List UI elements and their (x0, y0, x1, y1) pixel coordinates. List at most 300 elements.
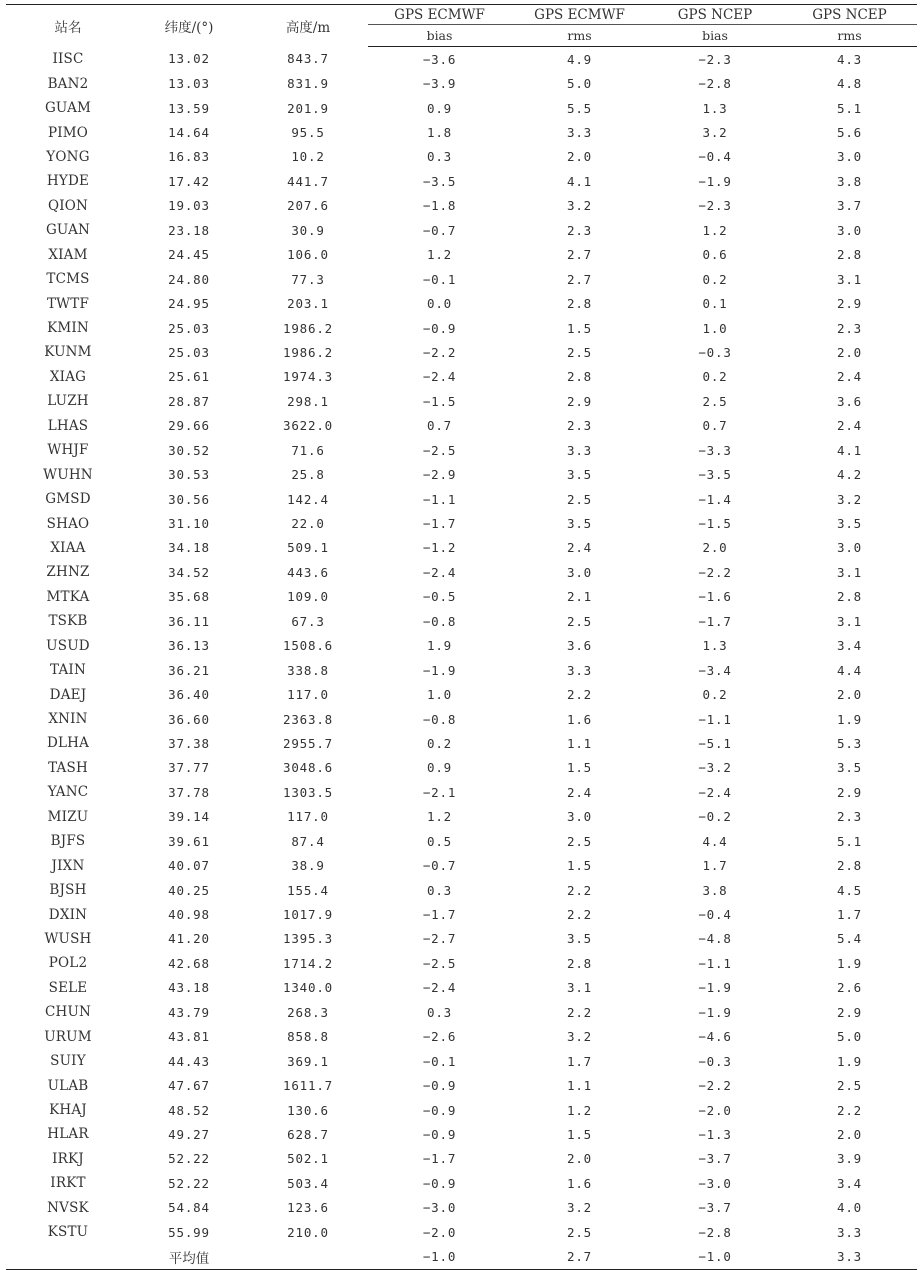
cell-station: QION (47, 197, 89, 214)
cell-height: 207.6 (287, 198, 329, 214)
table-row (6, 145, 917, 169)
cell-ecmwf-rms: 1.5 (567, 760, 592, 776)
cell-ecmwf-bias: −0.8 (422, 613, 457, 629)
cell-height: 843.7 (287, 51, 329, 67)
cell-ecmwf-rms: 5.5 (567, 100, 592, 116)
cell-station: TCMS (46, 271, 90, 288)
cell-ecmwf-bias: −1.8 (422, 198, 457, 214)
cell-ncep-bias: 1.3 (702, 100, 728, 116)
cell-ecmwf-rms: 3.5 (567, 931, 592, 947)
cell-latitude: 34.18 (168, 540, 210, 556)
cell-ncep-bias: −3.3 (698, 442, 732, 458)
cell-height: 509.1 (287, 540, 329, 556)
cell-height: 77.3 (291, 271, 325, 287)
cell-ncep-bias: −5.1 (698, 735, 732, 751)
cell-ecmwf-rms: 3.6 (567, 638, 592, 654)
cell-ncep-bias: −2.2 (698, 1078, 732, 1094)
cell-ecmwf-rms: 2.8 (567, 369, 592, 385)
cell-ncep-rms: 5.1 (837, 100, 862, 116)
table-row (6, 1049, 917, 1073)
table-row (6, 120, 917, 144)
table-row (6, 169, 917, 193)
cell-station: XIAA (50, 539, 86, 556)
cell-ecmwf-bias: 1.8 (427, 125, 452, 141)
cell-station: CHUN (44, 1004, 92, 1021)
cell-latitude: 40.07 (168, 858, 210, 874)
cell-ecmwf-rms: 1.5 (567, 858, 592, 874)
cell-ncep-rms: 3.1 (837, 613, 862, 629)
cell-ncep-rms: 3.3 (782, 1244, 917, 1269)
header-sub-ecmwf-rms: rms (511, 25, 648, 47)
cell-height: 2955.7 (283, 735, 333, 751)
cell-height: 369.1 (287, 1053, 329, 1069)
cell-ncep-rms: 3.5 (837, 516, 862, 532)
cell-height: 1017.9 (283, 907, 333, 923)
table-row (6, 560, 917, 584)
cell-ecmwf-bias: 1.2 (427, 809, 452, 825)
cell-latitude: 39.61 (168, 833, 210, 849)
cell-ecmwf-bias: −3.9 (422, 76, 457, 92)
cell-height: 87.4 (291, 833, 325, 849)
cell-height: 95.5 (291, 125, 325, 141)
cell-latitude: 16.83 (168, 149, 210, 165)
cell-latitude: 30.53 (168, 467, 210, 483)
cell-ecmwf-bias: −2.4 (422, 369, 457, 385)
cell-ncep-rms: 1.7 (837, 907, 862, 923)
cell-height: 117.0 (287, 687, 329, 703)
cell-station: WHJF (47, 442, 89, 459)
cell-height: 1974.3 (283, 369, 333, 385)
cell-ncep-bias: −1.9 (698, 980, 732, 996)
cell-ncep-rms: 5.4 (837, 931, 862, 947)
cell-height: 1508.6 (283, 638, 333, 654)
cell-station: GUAN (45, 222, 91, 239)
cell-height: 1395.3 (283, 931, 333, 947)
cell-ecmwf-bias: −2.4 (422, 980, 457, 996)
table-row (6, 1098, 917, 1122)
cell-latitude: 24.45 (168, 247, 210, 263)
cell-ncep-bias: 1.3 (702, 638, 728, 654)
cell-ncep-rms: 1.9 (837, 1053, 862, 1069)
table-row (6, 1073, 917, 1097)
cell-ecmwf-bias: −1.7 (422, 516, 457, 532)
cell-height: 210.0 (287, 1224, 329, 1240)
table-row (6, 218, 917, 242)
cell-ncep-rms: 2.0 (837, 1126, 862, 1142)
cell-ncep-bias: 0.2 (702, 687, 728, 703)
cell-ecmwf-rms: 2.7 (567, 271, 592, 287)
cell-ecmwf-bias: −2.5 (422, 442, 457, 458)
cell-station: ZHNZ (46, 564, 90, 581)
cell-station: MIZU (47, 808, 89, 825)
cell-station: LUZH (47, 393, 89, 410)
cell-ncep-rms: 2.8 (837, 589, 862, 605)
cell-ecmwf-rms: 1.1 (567, 735, 592, 751)
cell-height: 268.3 (287, 1004, 329, 1020)
cell-station: MTKA (46, 588, 90, 605)
table-row (6, 756, 917, 780)
cell-ecmwf-bias: −0.9 (422, 1126, 457, 1142)
cell-station: KSTU (47, 1224, 89, 1241)
table-row (6, 634, 917, 658)
cell-ecmwf-bias: −0.9 (422, 1078, 457, 1094)
cell-latitude: 29.66 (168, 418, 210, 434)
cell-ecmwf-rms: 2.8 (567, 955, 592, 971)
cell-ncep-rms: 2.0 (837, 344, 862, 360)
cell-ecmwf-bias: 0.3 (427, 1004, 452, 1020)
header-sub-ecmwf-bias: bias (368, 25, 511, 47)
table-row (6, 780, 917, 804)
cell-ecmwf-rms: 2.3 (567, 222, 592, 238)
cell-ecmwf-bias: −0.9 (422, 1175, 457, 1191)
cell-station: TWTF (46, 295, 90, 312)
cell-ncep-bias: −2.2 (698, 564, 732, 580)
cell-latitude: 24.80 (168, 271, 210, 287)
table-row (6, 658, 917, 682)
cell-ncep-bias: 0.7 (702, 418, 728, 434)
cell-ncep-bias: 2.0 (702, 540, 728, 556)
cell-ncep-rms: 3.6 (837, 393, 862, 409)
cell-height: 1986.2 (283, 344, 333, 360)
table-row (6, 682, 917, 706)
cell-ecmwf-bias: 0.9 (427, 100, 452, 116)
cell-ncep-bias: −0.4 (698, 149, 732, 165)
cell-station: HLAR (47, 1126, 89, 1143)
cell-height: 628.7 (287, 1126, 329, 1142)
cell-ecmwf-rms: 1.6 (567, 1175, 592, 1191)
cell-ncep-rms: 2.9 (837, 1004, 862, 1020)
cell-ecmwf-rms: 4.1 (567, 173, 592, 189)
cell-ecmwf-bias: 1.0 (427, 687, 452, 703)
cell-ncep-rms: 4.5 (837, 882, 862, 898)
cell-latitude: 36.13 (168, 638, 210, 654)
cell-height: 3622.0 (283, 418, 333, 434)
cell-ncep-rms: 1.9 (837, 711, 862, 727)
cell-height: 117.0 (287, 809, 329, 825)
cell-ncep-bias: 3.8 (702, 882, 728, 898)
header-sub-ncep-bias: bias (648, 25, 782, 47)
cell-ecmwf-bias: −2.2 (422, 344, 457, 360)
table-row (6, 1000, 917, 1024)
cell-height: 38.9 (291, 858, 325, 874)
cell-latitude: 52.22 (168, 1151, 210, 1167)
cell-station: SHAO (46, 515, 90, 532)
cell-ncep-rms: 2.5 (837, 1078, 862, 1094)
cell-ncep-rms: 4.0 (837, 1200, 862, 1216)
cell-ecmwf-bias: −1.7 (422, 1151, 457, 1167)
cell-station: DLHA (46, 735, 90, 752)
cell-height: 130.6 (287, 1102, 329, 1118)
cell-station: YONG (46, 148, 90, 165)
cell-height: 1340.0 (283, 980, 333, 996)
table-row (6, 243, 917, 267)
cell-height: 10.2 (291, 149, 325, 165)
cell-ncep-bias: −2.3 (698, 198, 732, 214)
cell-ecmwf-rms: 2.5 (567, 613, 592, 629)
cell-ncep-rms: 3.8 (837, 173, 862, 189)
cell-latitude: 55.99 (168, 1224, 210, 1240)
cell-ecmwf-bias: −0.5 (422, 589, 457, 605)
cell-ncep-bias: 0.2 (702, 369, 728, 385)
table-row (6, 1171, 917, 1195)
cell-ecmwf-bias: −2.7 (422, 931, 457, 947)
cell-ecmwf-bias: 0.0 (427, 296, 452, 312)
cell-ncep-rms: 3.1 (837, 564, 862, 580)
cell-station: URUM (44, 1028, 92, 1045)
cell-ecmwf-bias: −2.1 (422, 784, 457, 800)
cell-ecmwf-bias: −1.0 (368, 1244, 511, 1269)
table-row (6, 976, 917, 1000)
cell-ncep-bias: −3.7 (698, 1200, 732, 1216)
cell-ecmwf-bias: 1.2 (427, 247, 452, 263)
cell-ecmwf-rms: 1.7 (567, 1053, 592, 1069)
cell-ecmwf-rms: 3.2 (567, 1029, 592, 1045)
cell-ncep-bias: −2.3 (698, 51, 732, 67)
cell-ncep-bias: −1.9 (698, 173, 732, 189)
cell-ecmwf-rms: 4.9 (567, 51, 592, 67)
table-row (6, 1147, 917, 1171)
table-row (6, 1122, 917, 1146)
header-sub-ncep-rms: rms (782, 25, 917, 47)
cell-ncep-rms: 4.8 (837, 76, 862, 92)
cell-ecmwf-bias: −3.5 (422, 173, 457, 189)
header-height: 高度/m (248, 5, 368, 47)
cell-latitude: 42.68 (168, 955, 210, 971)
cell-ncep-rms: 2.0 (837, 687, 862, 703)
table-row (6, 707, 917, 731)
cell-height: 298.1 (287, 393, 329, 409)
cell-ncep-bias: −3.7 (698, 1151, 732, 1167)
header-station: 站名 (6, 5, 130, 47)
cell-ncep-rms: 2.9 (837, 296, 862, 312)
table-row (6, 609, 917, 633)
cell-latitude: 31.10 (168, 516, 210, 532)
cell-latitude: 35.68 (168, 589, 210, 605)
cell-station: GMSD (45, 491, 91, 508)
cell-ecmwf-rms: 3.2 (567, 198, 592, 214)
cell-ncep-rms: 2.6 (837, 980, 862, 996)
cell-ncep-bias: −1.0 (648, 1244, 782, 1269)
station-comparison-table (6, 4, 917, 1270)
cell-ecmwf-rms: 1.5 (567, 1126, 592, 1142)
cell-station: GUAM (44, 100, 92, 117)
cell-latitude: 13.03 (168, 76, 210, 92)
cell-height (248, 1244, 368, 1269)
cell-ecmwf-rms: 2.9 (567, 393, 592, 409)
cell-ncep-rms: 4.3 (837, 51, 862, 67)
cell-ncep-bias: 2.5 (702, 393, 728, 409)
cell-ncep-bias: −3.0 (698, 1175, 732, 1191)
cell-latitude: 平均值 (130, 1244, 248, 1269)
cell-height: 502.1 (287, 1151, 329, 1167)
cell-latitude: 43.18 (168, 980, 210, 996)
cell-latitude: 40.25 (168, 882, 210, 898)
cell-ecmwf-rms: 2.3 (567, 418, 592, 434)
table-row (6, 878, 917, 902)
cell-ecmwf-rms: 3.3 (567, 442, 592, 458)
table-row (6, 1220, 917, 1244)
table-row (6, 96, 917, 120)
cell-ecmwf-rms: 2.2 (567, 1004, 592, 1020)
cell-height: 443.6 (287, 564, 329, 580)
table-row (6, 951, 917, 975)
cell-ecmwf-bias: 1.9 (427, 638, 452, 654)
cell-ecmwf-rms: 2.2 (567, 907, 592, 923)
cell-station: XIAM (48, 246, 88, 263)
cell-ncep-bias: −0.3 (698, 344, 732, 360)
cell-ecmwf-bias: 0.7 (427, 418, 452, 434)
cell-station: USUD (46, 637, 90, 654)
cell-latitude: 30.52 (168, 442, 210, 458)
cell-ncep-bias: −0.3 (698, 1053, 732, 1069)
cell-ncep-bias: −2.4 (698, 784, 732, 800)
cell-ncep-rms: 3.7 (837, 198, 862, 214)
cell-ncep-bias: −1.7 (698, 613, 732, 629)
cell-ncep-rms: 2.9 (837, 784, 862, 800)
cell-ecmwf-bias: −1.7 (422, 907, 457, 923)
cell-ecmwf-bias: 0.2 (427, 735, 452, 751)
cell-height: 30.9 (291, 222, 325, 238)
cell-ncep-bias: −1.6 (698, 589, 732, 605)
cell-ecmwf-bias: 0.3 (427, 149, 452, 165)
cell-ncep-rms: 3.4 (837, 638, 862, 654)
cell-station: IRKJ (52, 1150, 84, 1167)
header-latitude: 纬度/(°) (130, 5, 248, 47)
cell-latitude: 19.03 (168, 198, 210, 214)
cell-ecmwf-bias: −1.2 (422, 540, 457, 556)
cell-latitude: 36.11 (168, 613, 210, 629)
cell-ecmwf-bias: −3.6 (422, 51, 457, 67)
cell-ncep-rms: 4.2 (837, 467, 862, 483)
cell-station: TSKB (48, 613, 88, 630)
header-group-ncep-rms: GPS NCEP (782, 5, 917, 25)
cell-ecmwf-bias: −0.1 (422, 271, 457, 287)
cell-height: 22.0 (291, 516, 325, 532)
cell-ecmwf-rms: 3.5 (567, 516, 592, 532)
cell-height: 1714.2 (283, 955, 333, 971)
cell-ncep-rms: 3.1 (837, 271, 862, 287)
cell-ncep-rms: 3.0 (837, 540, 862, 556)
cell-ecmwf-rms: 1.5 (567, 320, 592, 336)
cell-ncep-rms: 3.5 (837, 760, 862, 776)
cell-height: 109.0 (287, 589, 329, 605)
cell-station: JIXN (51, 857, 85, 874)
cell-latitude: 36.21 (168, 662, 210, 678)
cell-latitude: 13.02 (168, 51, 210, 67)
cell-station: XIAG (49, 368, 87, 385)
table-row (6, 267, 917, 291)
cell-latitude: 34.52 (168, 564, 210, 580)
cell-ecmwf-bias: −2.0 (422, 1224, 457, 1240)
cell-height: 67.3 (291, 613, 325, 629)
cell-ecmwf-rms: 2.7 (567, 247, 592, 263)
table-row (6, 365, 917, 389)
cell-ecmwf-rms: 3.3 (567, 662, 592, 678)
table-row (6, 902, 917, 926)
cell-latitude: 24.95 (168, 296, 210, 312)
table-row (6, 1025, 917, 1049)
header-group-ecmwf-rms: GPS ECMWF (511, 5, 648, 25)
cell-ecmwf-rms: 2.2 (567, 687, 592, 703)
cell-height: 106.0 (287, 247, 329, 263)
table-row (6, 414, 917, 438)
cell-ncep-bias: 0.6 (702, 247, 728, 263)
table-row (6, 47, 917, 72)
cell-station: BAN2 (47, 75, 89, 92)
cell-station: KMIN (47, 320, 89, 337)
cell-latitude: 17.42 (168, 173, 210, 189)
cell-ecmwf-rms: 2.8 (567, 296, 592, 312)
cell-ncep-rms: 1.9 (837, 955, 862, 971)
cell-latitude: 52.22 (168, 1175, 210, 1191)
cell-latitude: 25.03 (168, 320, 210, 336)
cell-station: TAIN (50, 662, 86, 679)
table-row (6, 585, 917, 609)
cell-station: NVSK (47, 1199, 89, 1216)
cell-ncep-bias: −4.6 (698, 1029, 732, 1045)
cell-station: BJFS (50, 833, 86, 850)
cell-latitude: 43.81 (168, 1029, 210, 1045)
cell-ecmwf-rms: 1.2 (567, 1102, 592, 1118)
cell-ncep-rms: 2.4 (837, 369, 862, 385)
cell-ecmwf-bias: 0.3 (427, 882, 452, 898)
cell-ncep-bias: −1.5 (698, 516, 732, 532)
cell-ecmwf-bias: 0.9 (427, 760, 452, 776)
cell-station: YANC (47, 784, 89, 801)
cell-ncep-rms: 2.4 (837, 418, 862, 434)
cell-ncep-rms: 5.6 (837, 125, 862, 141)
header-group-ncep-bias: GPS NCEP (648, 5, 782, 25)
table-row (6, 731, 917, 755)
cell-latitude: 40.98 (168, 907, 210, 923)
cell-height: 1303.5 (283, 784, 333, 800)
cell-ecmwf-bias: −1.1 (422, 491, 457, 507)
cell-ecmwf-bias: −2.5 (422, 955, 457, 971)
cell-ecmwf-rms: 2.4 (567, 784, 592, 800)
cell-latitude: 47.67 (168, 1078, 210, 1094)
table-row (6, 340, 917, 364)
cell-height: 503.4 (287, 1175, 329, 1191)
cell-station: BJSH (49, 882, 87, 899)
cell-latitude: 30.56 (168, 491, 210, 507)
cell-ecmwf-rms: 5.0 (567, 76, 592, 92)
cell-height: 25.8 (291, 467, 325, 483)
cell-height: 3048.6 (283, 760, 333, 776)
cell-station: WUSH (44, 930, 92, 947)
cell-ecmwf-rms: 3.0 (567, 564, 592, 580)
cell-ecmwf-rms: 2.5 (567, 344, 592, 360)
cell-ecmwf-rms: 3.2 (567, 1200, 592, 1216)
cell-ncep-rms: 2.2 (837, 1102, 862, 1118)
cell-station: POL2 (48, 955, 88, 972)
cell-ncep-rms: 5.0 (837, 1029, 862, 1045)
table-body (6, 47, 917, 1270)
cell-latitude: 37.78 (168, 784, 210, 800)
cell-ncep-bias: −1.9 (698, 1004, 732, 1020)
cell-ecmwf-rms: 2.5 (567, 1224, 592, 1240)
cell-height: 1611.7 (283, 1078, 333, 1094)
cell-ncep-rms: 3.0 (837, 222, 862, 238)
cell-station: IRKT (50, 1175, 86, 1192)
cell-ecmwf-rms: 2.0 (567, 1151, 592, 1167)
cell-height: 201.9 (287, 100, 329, 116)
cell-latitude: 41.20 (168, 931, 210, 947)
cell-ecmwf-rms: 1.1 (567, 1078, 592, 1094)
cell-latitude: 37.38 (168, 735, 210, 751)
summary-row (6, 1244, 917, 1269)
table-row (6, 316, 917, 340)
cell-ncep-rms: 3.0 (837, 149, 862, 165)
